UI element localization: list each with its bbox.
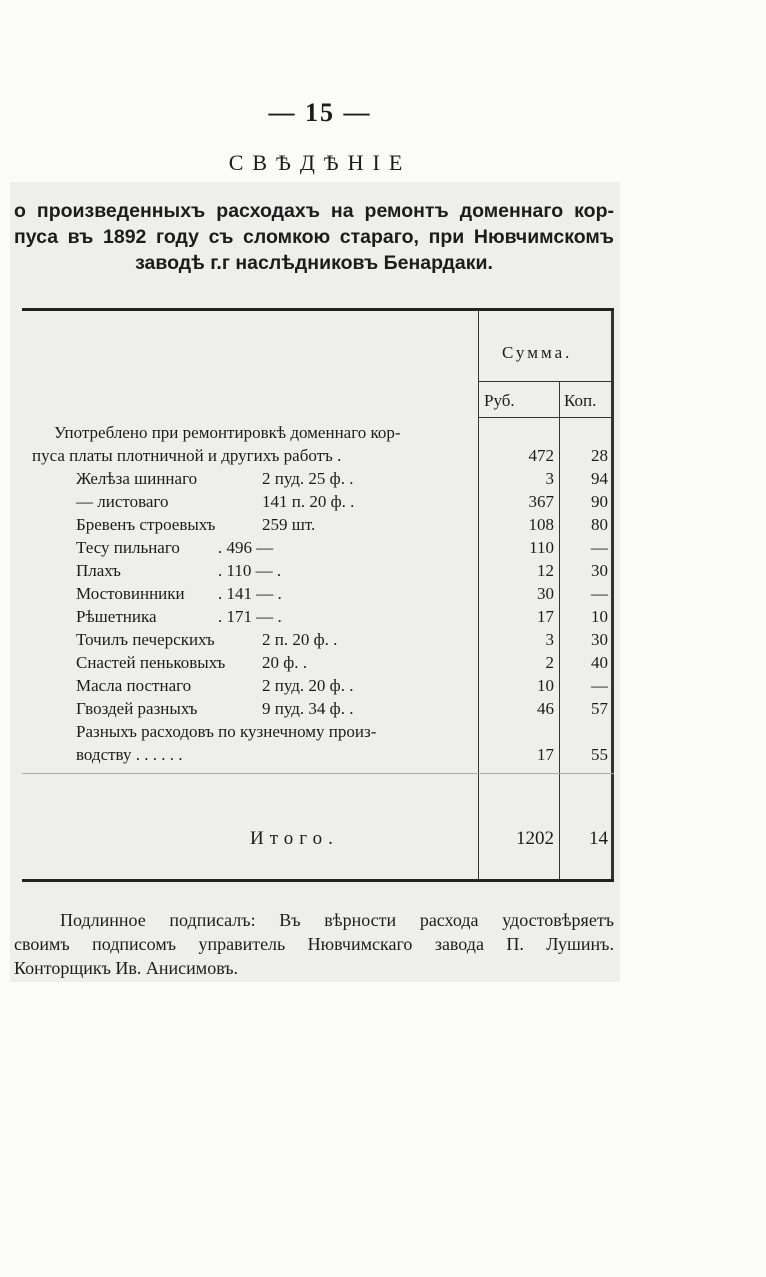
row-label: — листоваго [76,492,169,511]
table-row [22,582,614,605]
row-label: Гвоздей разныхъ [76,699,198,718]
table-row [22,444,614,467]
table-row [22,559,614,582]
rub-header: Руб. [484,391,515,410]
row-label: Масла постнаго [76,676,192,695]
footer-line: Конторщикъ Ив. Анисимовъ. [14,958,239,978]
row-qty: 141 п. 20 ф. . [262,492,355,511]
subtitle-line: пуса въ 1892 году съ сломкою стараго, при Нювчимскомъ [14,226,614,248]
row-qty: 2 п. 20 ф. . [262,630,338,649]
table-row [22,605,614,628]
header-divider [478,417,614,418]
footer-line: своимъ подписомъ управитель Нювчимскаго завода П. Лушинъ. [14,934,614,954]
row-label: Разныхъ расходовъ по кузнечному произ- [76,722,377,741]
row-qty: 2 пуд. 20 ф. . [262,676,354,695]
row-qty: 20 ф. . [262,653,308,672]
row-label: Тесу пильнаго [76,538,180,557]
row-kop: 57 [591,699,608,718]
row-label: Бревенъ строевыхъ [76,515,216,534]
row-rub: 367 [528,492,554,511]
row-label: Употреблено при ремонтировкѣ доменнаго кор- [54,423,401,442]
page-number: — 15 — [268,98,372,127]
row-kop: — [591,538,608,557]
row-rub: 17 [537,607,554,626]
table-row [22,720,614,743]
row-label: Снастей пеньковыхъ [76,653,226,672]
table-row [22,674,614,697]
row-qty: 2 пуд. 25 ф. . [262,469,354,488]
table-row [22,490,614,513]
kop-header: Коп. [564,391,597,410]
document-heading: СВѢДѢНIЕ [228,150,412,175]
row-label: Плахъ [76,561,121,580]
row-label: водству . . . . . . [76,745,183,764]
table-row [22,743,614,766]
row-rub: 12 [537,561,554,580]
row-rub: 3 [545,630,554,649]
row-rub: 10 [537,676,554,695]
row-kop: 10 [591,607,608,626]
total-kop: 14 [589,828,608,849]
row-rub: 30 [537,584,554,603]
row-kop: 30 [591,561,608,580]
row-rub: 472 [528,446,554,465]
row-qty: . 110 — . [218,561,282,580]
row-kop: 90 [591,492,608,511]
row-rub: 3 [545,469,554,488]
table-row [22,536,614,559]
row-label: Мостовинники [76,584,185,603]
row-kop: 30 [591,630,608,649]
table-row [22,651,614,674]
subtitle-line: о произведенныхъ расходахъ на ремонтъ доменнаго кор- [14,200,614,222]
row-rub: 2 [545,653,554,672]
row-rub: 108 [528,515,554,534]
row-label: пуса платы плотничной и другихъ работъ . [32,446,342,465]
table-row [22,467,614,490]
row-qty: . 171 — . [218,607,282,626]
row-qty: . 496 — [218,538,274,557]
footer-line: Подлинное подписалъ: Въ вѣрности расхода удостовѣряетъ [60,910,614,930]
row-kop: 28 [591,446,608,465]
row-kop: 55 [591,745,608,764]
expense-table [22,308,614,882]
table-row [22,513,614,536]
row-kop: 80 [591,515,608,534]
sum-header: Сумма. [502,343,573,362]
row-kop: 40 [591,653,608,672]
row-qty: 9 пуд. 34 ф. . [262,699,354,718]
total-row [22,827,614,850]
table-row [22,628,614,651]
row-kop: 94 [591,469,608,488]
row-kop: — [591,584,608,603]
total-label: Итого. [250,828,339,849]
header-divider [478,381,614,382]
row-rub: 17 [537,745,554,764]
document-subtitle [14,198,614,276]
document-footer [14,908,614,980]
row-rub: 110 [529,538,554,557]
row-label: Точилъ печерскихъ [76,630,215,649]
subtitle-line: заводѣ г.г наслѣдниковъ Бенардаки. [135,252,493,274]
total-rub: 1202 [516,828,554,849]
row-qty: 259 шт. [262,515,316,534]
table-row [22,697,614,720]
total-divider [22,773,614,774]
row-label: Желѣза шиннаго [76,469,198,488]
row-label: Рѣшетника [76,607,157,626]
row-rub: 46 [537,699,554,718]
row-qty: . 141 — . [218,584,282,603]
row-kop: — [591,676,608,695]
table-row [22,421,614,444]
